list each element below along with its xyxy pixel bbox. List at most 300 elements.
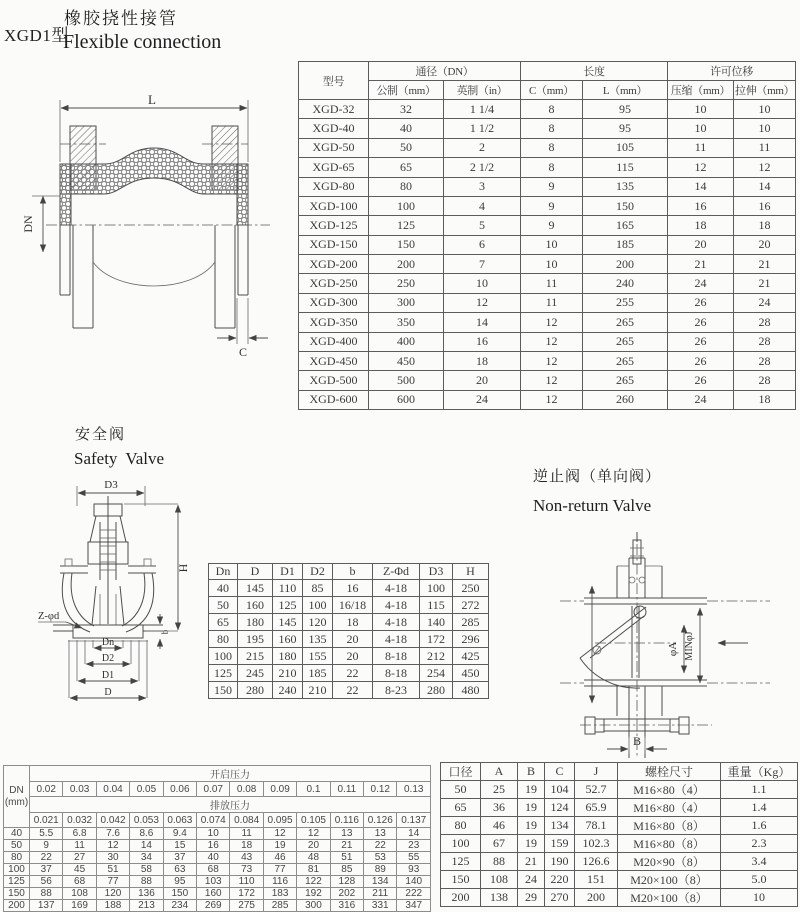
table-cell: 145 [273,614,303,631]
table-cell: 200 [369,255,444,274]
dim-label-Dn: Dn [101,637,115,648]
table-row [299,293,796,312]
table-cell: 316 [330,900,363,912]
table-cell: 0.063 [163,813,196,828]
dim-label-C: C [238,345,248,359]
table-row [299,235,796,254]
table-cell: 18 [734,216,796,235]
table-cell: 300 [297,900,330,912]
table-row [441,817,798,835]
table-cell: 245 [238,665,273,682]
table-cell: 265 [583,371,668,390]
discharge-pressure-header: 排放压力 [30,797,431,813]
table-cell: 160 [238,597,273,614]
table-cell: 29 [518,889,545,907]
table-cell: 23 [397,840,431,852]
table-cell: M16×80（8） [618,817,721,835]
table-cell: 103 [197,876,230,888]
table-row [299,177,796,196]
table-cell: 21 [668,255,734,274]
table-cell: 2 [444,138,521,157]
table-row [299,332,796,351]
table-cell: 120 [303,614,333,631]
table-cell: 24 [518,871,545,889]
table-cell: 45 [63,864,96,876]
table-cell: 46 [263,852,296,864]
table-cell: 65 [369,158,444,177]
table-cell: 18 [668,216,734,235]
table-row [209,614,489,631]
nonreturn-valve-table [440,762,798,907]
table-cell: 40 [209,580,238,597]
table-row [209,631,489,648]
table-cell: 200 [441,889,481,907]
table-cell: 125 [273,597,303,614]
table-cell: 122 [297,876,330,888]
table-cell: 183 [263,888,296,900]
dim-label-minJ: MINφJ [684,631,695,661]
dim-label-D3: D3 [104,479,118,491]
table-cell: 160 [197,888,230,900]
table-cell: 135 [303,631,333,648]
table-cell: 10 [444,274,521,293]
table-cell: 0.116 [330,813,363,828]
table-cell: 67 [481,835,518,853]
table-cell: XGD-125 [299,216,369,235]
table-cell: A [481,763,518,781]
table-row [299,390,796,409]
nonreturn-valve-title-cn: 逆止阀（单向阀） [533,469,662,485]
table-cell: 234 [163,900,196,912]
table-row [4,900,431,912]
table-cell: 172 [230,888,263,900]
table-cell: 10 [721,889,798,907]
safety-valve-title-en: Safety Valve [74,449,165,468]
table-cell: 88 [30,888,63,900]
table-cell: 12 [521,351,583,370]
table-cell: H [453,564,489,580]
table-cell: 22 [30,852,63,864]
dim-label-DN: DN [21,215,35,233]
table-cell: 151 [575,871,618,889]
table-cell: XGD-600 [299,390,369,409]
table-cell: 128 [330,876,363,888]
table-cell: 4-18 [373,614,420,631]
table-cell: 37 [30,864,63,876]
table-cell: 36 [481,799,518,817]
table-row [4,840,431,852]
safety-valve-table [208,563,489,699]
table-cell: 285 [453,614,489,631]
table-cell: 180 [273,648,303,665]
table-cell: 63 [163,864,196,876]
table-cell: D [238,564,273,580]
table-cell: 40 [369,119,444,138]
table-cell: 50 [4,840,30,852]
table-cell: 425 [453,648,489,665]
table-cell: 9 [521,216,583,235]
table-cell: M16×80（4） [618,799,721,817]
table-cell: 16 [734,196,796,215]
dim-label-B: B [632,734,642,748]
col-header-metric: 公制（mm） [369,81,444,100]
table-cell: 9 [521,177,583,196]
table-cell: D2 [303,564,333,580]
discharge-pressure-values-row [4,813,431,828]
dim-label-phiA: φA [667,641,679,657]
table-cell: 115 [583,158,668,177]
table-row [4,888,431,900]
table-cell: 104 [545,781,575,799]
table-cell: 16 [333,580,373,597]
table-cell: 14 [668,177,734,196]
table-cell: 212 [420,648,453,665]
table-cell: 78.1 [575,817,618,835]
table-cell: 14 [130,840,163,852]
table-cell: 100 [420,580,453,597]
table-cell: 285 [263,900,296,912]
dim-label-L: L [148,92,156,107]
table-cell: 220 [545,871,575,889]
table-cell: 450 [369,351,444,370]
table-cell: 81 [297,864,330,876]
table-cell: 26 [668,332,734,351]
table-cell: 10 [197,828,230,840]
dim-label-D2: D2 [101,653,115,664]
table-cell: 28 [734,351,796,370]
table-cell: 165 [583,216,668,235]
table-row [441,799,798,817]
table-cell: 126.6 [575,853,618,871]
table-cell: 51 [330,852,363,864]
table-cell: 21 [734,274,796,293]
table-cell: 8-18 [373,665,420,682]
table-cell: 169 [63,900,96,912]
table-cell: 26 [668,293,734,312]
table-cell: 重量（Kg） [721,763,798,781]
table-cell: 16/18 [333,597,373,614]
table-cell: M16×80（4） [618,781,721,799]
table-cell: 20 [444,371,521,390]
table-cell: 12 [734,158,796,177]
table-cell: 0.06 [163,782,196,797]
table-cell: 19 [518,781,545,799]
table-cell: XGD-500 [299,371,369,390]
table-cell: 213 [130,900,163,912]
dim-label-H: H [176,563,190,573]
safety-valve-table-header-row [209,564,489,580]
table-cell: 211 [364,888,397,900]
table-cell: 26 [668,371,734,390]
table-cell: 190 [545,853,575,871]
flexible-connection-table-body [299,100,796,410]
table-cell: 269 [197,900,230,912]
table-cell: 400 [369,332,444,351]
table-cell: 9 [521,196,583,215]
table-cell: 40 [197,852,230,864]
table-cell: XGD-200 [299,255,369,274]
table-cell: XGD-50 [299,138,369,157]
table-cell: 22 [333,682,373,699]
table-cell: 3 [444,177,521,196]
table-cell: XGD-450 [299,351,369,370]
table-cell: 77 [263,864,296,876]
table-row [209,580,489,597]
table-cell: 19 [518,799,545,817]
table-cell: XGD-32 [299,100,369,119]
table-cell: 188 [96,900,129,912]
pressure-table-body [4,828,431,912]
table-cell: 192 [297,888,330,900]
safety-valve-drawing [38,476,223,731]
table-cell: 480 [453,682,489,699]
table-cell: 2.3 [721,835,798,853]
table-cell: 15 [163,840,196,852]
table-cell: 102.3 [575,835,618,853]
table-cell: 10 [521,235,583,254]
dim-label-b: b [160,629,170,635]
table-cell: 6.8 [63,828,96,840]
table-cell: 65 [209,614,238,631]
page-title-en: Flexible connection [63,31,222,53]
pressure-table [3,765,431,912]
table-cell: 16 [197,840,230,852]
table-cell: 12 [521,313,583,332]
table-cell: XGD-100 [299,196,369,215]
table-cell: 14 [397,828,431,840]
table-cell: 125 [369,216,444,235]
safety-valve-table-body [209,580,489,699]
table-cell: 26 [668,351,734,370]
col-group-dn: 通径（DN） [369,62,521,81]
table-cell: 200 [4,900,30,912]
table-row [441,835,798,853]
table-cell: 53 [364,852,397,864]
table-row [4,852,431,864]
table-cell: 124 [545,799,575,817]
col-group-length: 长度 [521,62,668,81]
table-cell: 272 [453,597,489,614]
table-cell: 0.084 [230,813,263,828]
table-cell: 68 [197,864,230,876]
table-cell: 5 [444,216,521,235]
table-cell: 58 [130,864,163,876]
table-cell: 口径 [441,763,481,781]
table-cell: 43 [230,852,263,864]
table-cell: 0.12 [364,782,397,797]
table-cell: 0.1 [297,782,330,797]
table-cell: 24 [734,293,796,312]
table-cell: 150 [441,871,481,889]
table-cell: 0.021 [30,813,63,828]
table-cell: 80 [369,177,444,196]
table-row [299,351,796,370]
table-row [4,864,431,876]
table-cell: 56 [30,876,63,888]
table-cell: 13 [364,828,397,840]
dim-label-Zd: Z-φd [38,611,60,622]
table-cell: 240 [583,274,668,293]
table-cell: 77 [96,876,129,888]
table-cell: 137 [30,900,63,912]
table-cell: 0.07 [197,782,230,797]
table-cell: 1 1/2 [444,119,521,138]
table-cell: 120 [96,888,129,900]
table-cell: 16 [668,196,734,215]
table-cell: 140 [397,876,431,888]
table-cell: 80 [4,852,30,864]
table-cell: 10 [668,119,734,138]
table-cell: 28 [734,371,796,390]
table-cell: 270 [545,889,575,907]
table-cell: 0.137 [397,813,431,828]
table-cell: b [333,564,373,580]
table-cell: 195 [238,631,273,648]
table-cell: 8 [521,138,583,157]
table-row [4,876,431,888]
table-cell: 140 [420,614,453,631]
table-cell: M16×80（8） [618,835,721,853]
table-cell: 0.04 [96,782,129,797]
table-row [441,853,798,871]
table-cell: 202 [330,888,363,900]
table-cell: 12 [96,840,129,852]
table-cell: 1 1/4 [444,100,521,119]
table-cell: 296 [453,631,489,648]
table-row [299,255,796,274]
table-cell: 200 [583,255,668,274]
table-cell: 46 [481,817,518,835]
table-cell: 11 [63,840,96,852]
table-cell: 134 [545,817,575,835]
table-cell: 27 [63,852,96,864]
table-cell: 280 [238,682,273,699]
table-cell: 0.13 [397,782,431,797]
table-cell: M20×90（8） [618,853,721,871]
table-cell: 240 [273,682,303,699]
table-cell: 300 [369,293,444,312]
table-cell: 50 [441,781,481,799]
table-cell: 3.4 [721,853,798,871]
table-cell: 350 [369,313,444,332]
table-cell: 150 [583,196,668,215]
table-row [209,597,489,614]
table-row [299,138,796,157]
table-cell: 14 [734,177,796,196]
table-cell: 12 [263,828,296,840]
table-cell: 93 [397,864,431,876]
table-cell: 0.126 [364,813,397,828]
table-cell: C [545,763,575,781]
table-cell: 0.09 [263,782,296,797]
table-cell: Z-Φd [373,564,420,580]
table-cell: 25 [481,781,518,799]
table-cell: 30 [96,852,129,864]
table-row [4,828,431,840]
dim-label-D: D [104,687,112,698]
col-header-stretch: 拉伸（mm） [734,81,796,100]
table-cell: 138 [481,889,518,907]
table-cell: 100 [209,648,238,665]
table-cell: 0.02 [30,782,63,797]
dn-header-cell [4,766,30,828]
table-cell: 105 [583,138,668,157]
table-cell: 150 [163,888,196,900]
table-cell: 12 [668,158,734,177]
table-cell: B [518,763,545,781]
table-cell: 8 [521,158,583,177]
table-cell: 10 [521,255,583,274]
table-cell: XGD-300 [299,293,369,312]
table-row [299,313,796,332]
table-cell: 8-23 [373,682,420,699]
table-cell: 150 [4,888,30,900]
table-cell: 2 1/2 [444,158,521,177]
table-cell: 95 [583,100,668,119]
table-cell: 22 [333,665,373,682]
table-cell: 13 [330,828,363,840]
table-cell: 12 [521,371,583,390]
table-cell: 200 [575,889,618,907]
table-cell: 0.05 [130,782,163,797]
table-cell: 80 [209,631,238,648]
table-cell: 88 [481,853,518,871]
table-cell: XGD-350 [299,313,369,332]
table-cell: 8 [521,119,583,138]
table-cell: 55 [397,852,431,864]
table-cell: 89 [364,864,397,876]
table-cell: 150 [369,235,444,254]
table-cell: 100 [303,597,333,614]
nonreturn-valve-title-en: Non-return Valve [533,496,652,515]
col-header-l: L（mm） [583,81,668,100]
table-cell: 1.1 [721,781,798,799]
table-cell: XGD-400 [299,332,369,351]
table-row [441,781,798,799]
table-cell: 88 [130,876,163,888]
table-cell: 7 [444,255,521,274]
table-cell: 265 [583,313,668,332]
table-cell: 4 [444,196,521,215]
table-cell: 10 [668,100,734,119]
table-cell: 48 [297,852,330,864]
table-cell: 210 [303,682,333,699]
table-cell: 20 [333,631,373,648]
table-cell: 21 [330,840,363,852]
table-cell: 155 [303,648,333,665]
table-cell: 95 [163,876,196,888]
table-cell: 180 [238,614,273,631]
table-row [299,274,796,293]
table-cell: D3 [420,564,453,580]
dim-label-D1: D1 [101,670,115,681]
table-cell: 0.11 [330,782,363,797]
table-cell: 85 [303,580,333,597]
table-cell: 26 [668,313,734,332]
table-cell: 50 [209,597,238,614]
table-cell: 80 [441,817,481,835]
table-cell: 0.074 [197,813,230,828]
table-cell: 116 [263,876,296,888]
col-group-displacement: 许可位移 [668,62,796,81]
table-cell: 115 [420,597,453,614]
table-cell: 265 [583,332,668,351]
table-cell: 331 [364,900,397,912]
table-row [209,682,489,699]
table-cell: 6 [444,235,521,254]
table-cell: 9 [30,840,63,852]
table-cell: XGD-65 [299,158,369,177]
